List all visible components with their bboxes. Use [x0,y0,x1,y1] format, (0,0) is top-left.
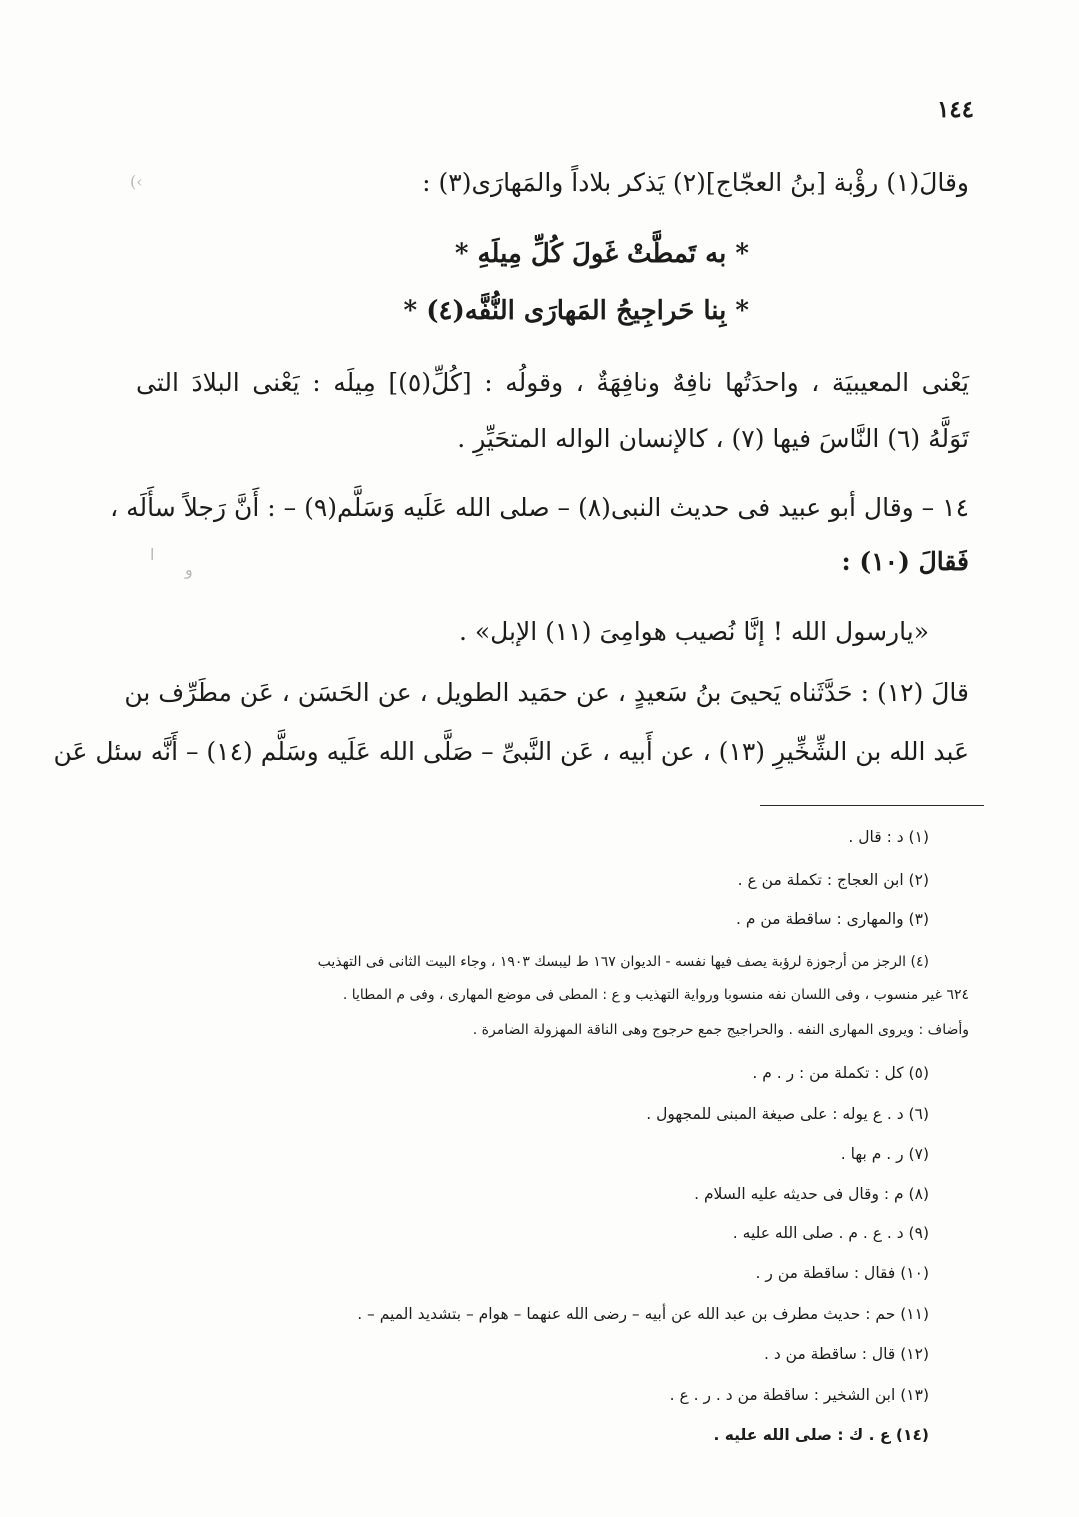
paragraph-3-line-2: عَبد الله بن الشِّخِّيرِ (١٣) ، عن أَبيه ، عَن النَّبىِّ – صَلَّى الله عَلَيه وسَلَّم (١٤) – أَنَّه سئل عَن [53,737,969,766]
verse-line-1: * به تَمطَّتْ غَولَ كُلِّ مِيلَهِ * [454,239,749,269]
body-line-1: وقالَ(١) رؤْبة [بنُ العجّاج](٢) يَذكر بلاداً والمَهارَى(٣) : [422,168,969,197]
verse-line-2: * بِنا حَراجِيجُ المَهارَى النُّفَّه(٤) * [403,296,749,326]
hadith-quote: «يارسول الله ! إنَّا نُصيب هوامِىَ (١١) الإبل» . [458,617,929,646]
footnote-6: (٦) د . ع يوله : على صيغة المبنى للمجهول . [646,1105,929,1123]
footnote-1: (١) د : قال . [848,828,929,846]
footnote-5: (٥) كل : تكملة من : ر . م . [752,1064,929,1082]
footnote-4-line-1: (٤) الرجز من أرجوزة لرؤبة يصف فيها نفسه - الديوان ١٦٧ ط ليبسك ١٩٠٣ ، وجاء البيت الثانى فى التهذيب [317,954,929,970]
footnote-2: (٢) ابن العجاج : تكملة من ع . [737,871,929,889]
footnote-13: (١٣) ابن الشخير : ساقطة من د . ر . ع . [669,1386,929,1404]
paragraph-2-line-1: ١٤ – وقال أبو عبيد فى حديث النبى(٨) – صلى الله عَلَيه وَسَلَّم(٩) – : أَنَّ رَجلاً سأَلَه ، [110,493,969,522]
footnote-separator [760,805,984,806]
footnote-8: (٨) م : وقال فى حديثه عليه السلام . [694,1185,929,1203]
paragraph-1-line-1: يَعْنى المعيبيَة ، واحدَتُها نافِهٌ ونافِهَةٌ ، وقولُه : [كُلِّ(٥)] مِيلَه : يَعْنى البلادَ التى [136,368,970,397]
scan-smudge: (‹ [130,172,143,191]
footnote-14: (١٤) ع . ك : صلى الله عليه . [713,1426,929,1444]
footnote-7: (٧) ر . م بها . [840,1145,929,1163]
paragraph-3-line-1: قالَ (١٢) : حَدَّثَناه يَحيىَ بنُ سَعيدٍ ، عن حمَيد الطويل ، عن الحَسَن ، عَن مطَرِّف بن [124,678,969,707]
footnote-4-line-3: وأضاف : ويروى المهارى النفه . والحراجيج جمع حرجوج وهى الناقة المهزولة الضامرة . [472,1022,969,1038]
scan-smudge: و [185,560,193,579]
paragraph-2-line-2: فَقالَ (١٠) : [841,547,969,576]
footnote-11: (١١) حم : حديث مطرف بن عبد الله عن أبيه – رضى الله عنهما – هوام – بتشديد الميم – . [357,1305,929,1323]
paragraph-1-line-2: تَوَلَّهُ (٦) النَّاسَ فيها (٧) ، كالإنسان الواله المتحَيِّرِ . [457,424,969,453]
footnote-10: (١٠) فقال : ساقطة من ر . [755,1264,929,1282]
page-number: ١٤٤ [936,96,974,123]
scan-smudge: ا [150,545,155,564]
footnote-9: (٩) د . ع . م . صلى الله عليه . [732,1224,929,1242]
footnote-12: (١٢) قال : ساقطة من د . [763,1345,929,1363]
footnote-4-line-2: ٦٢٤ غير منسوب ، وفى اللسان نفه منسوبا ورواية التهذيب و ع : المطى فى موضع المهارى ، وفى م المطايا . [342,987,969,1003]
footnote-3: (٣) والمهارى : ساقطة من م . [736,910,929,928]
